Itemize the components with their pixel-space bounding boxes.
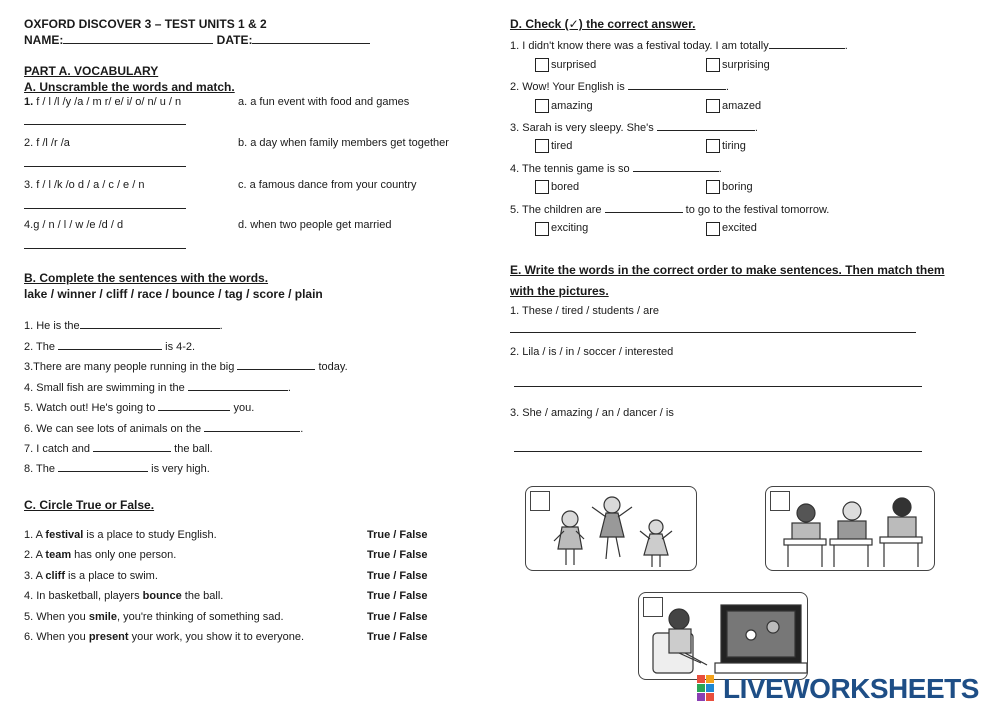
blank-4[interactable] <box>188 380 288 391</box>
checkbox-surprised[interactable] <box>535 58 549 72</box>
true-false-option-4[interactable]: True / False <box>367 590 428 602</box>
girl-watching-tv-drawing <box>639 593 808 680</box>
answer-line-4[interactable] <box>24 248 186 249</box>
check-question-1: 1. I didn't know there was a festival today. I am totally . <box>510 40 848 52</box>
tf-statement-2: 2. A team has only one person. <box>24 549 177 561</box>
true-false-option-2[interactable]: True / False <box>367 549 428 561</box>
checkbox-boring[interactable] <box>706 180 720 194</box>
scramble-item-1 <box>24 96 181 108</box>
option-label: bored <box>551 181 580 193</box>
complete-item-5: 5. Watch out! He's going to you. <box>24 402 255 414</box>
blank-7[interactable] <box>93 441 171 452</box>
option-label: boring <box>722 181 753 193</box>
scramble-item-2: 2. f /l /r /a <box>24 137 70 149</box>
checkbox-tiring[interactable] <box>706 139 720 153</box>
tf-statement-4: 4. In basketball, players bounce the ball. <box>24 590 224 602</box>
tf-statement-1: 1. A festival is a place to study English. <box>24 529 217 541</box>
word-bank: lake / winner / cliff / race / bounce / tag / score / plain <box>24 287 323 301</box>
section-a-title: A. Unscramble the words and match. <box>24 80 235 94</box>
checkbox-excited[interactable] <box>706 222 720 236</box>
dancing-girls-drawing <box>526 487 697 571</box>
sentence-line-3[interactable] <box>514 451 922 452</box>
blank-2[interactable] <box>58 339 162 350</box>
picture-girl-watching-soccer <box>638 592 808 680</box>
liveworksheets-logo <box>697 672 979 706</box>
checkbox-amazed[interactable] <box>706 99 720 113</box>
picture-dancing-girls <box>525 486 697 571</box>
checkbox-bored[interactable] <box>535 180 549 194</box>
option-label: surprising <box>722 59 770 71</box>
complete-item-7: 7. I catch and the ball. <box>24 443 213 455</box>
picture-number-box[interactable] <box>643 597 663 617</box>
sentence-line-1[interactable] <box>510 332 916 333</box>
answer-line-1[interactable] <box>24 124 186 125</box>
section-e-title: E. Write the words in the correct order to make sentences. Then match them <box>510 263 945 277</box>
blank-1[interactable] <box>80 318 220 329</box>
complete-item-8: 8. The is very high. <box>24 463 210 475</box>
option-label: amazed <box>722 100 762 112</box>
tf-statement-3: 3. A cliff is a place to swim. <box>24 570 158 582</box>
true-false-option-1[interactable]: True / False <box>367 529 428 541</box>
checkbox-exciting[interactable] <box>535 222 549 236</box>
date-field[interactable] <box>252 33 370 44</box>
worksheet-title: OXFORD DISCOVER 3 – TEST UNITS 1 & 2 <box>24 17 267 31</box>
true-false-option-6[interactable]: True / False <box>367 631 428 643</box>
answer-line-3[interactable] <box>24 208 186 209</box>
section-b-title: B. Complete the sentences with the words. <box>24 271 269 285</box>
order-prompt-2: 2. Lila / is / in / soccer / interested <box>510 346 674 358</box>
tf-statement-5: 5. When you smile, you're thinking of something sad. <box>24 611 284 623</box>
complete-item-6: 6. We can see lots of animals on the . <box>24 423 304 435</box>
definition-a: a. a fun event with food and games <box>238 96 410 108</box>
picture-number-box[interactable] <box>530 491 550 511</box>
part-a-title: PART A. VOCABULARY <box>24 64 159 78</box>
definition-c: c. a famous dance from your country <box>238 179 417 191</box>
order-prompt-3: 3. She / amazing / an / dancer / is <box>510 407 674 419</box>
order-prompt-1: 1. These / tired / students / are <box>510 305 659 317</box>
name-field[interactable] <box>63 33 213 44</box>
check-question-2: 2. Wow! Your English is . <box>510 81 729 93</box>
name-row <box>24 33 370 47</box>
scramble-item-4: 4.g / n / l / w /e /d / d <box>24 219 124 231</box>
option-label: amazing <box>551 100 593 112</box>
scramble-item-3: 3. f / l /k /o d / a / c / e / n <box>24 179 145 191</box>
blank-6[interactable] <box>204 421 300 432</box>
sentence-line-2[interactable] <box>514 386 922 387</box>
complete-item-4: 4. Small fish are swimming in the . <box>24 382 291 394</box>
option-label: excited <box>722 222 757 234</box>
complete-item-2: 2. The is 4-2. <box>24 341 196 353</box>
scramble-letters: f / l /l /y /a / m r/ e/ i/ o/ n/ u / n <box>36 96 182 108</box>
definition-d: d. when two people get married <box>238 219 392 231</box>
picture-number-box[interactable] <box>770 491 790 511</box>
answer-line-2[interactable] <box>24 166 186 167</box>
check-question-3: 3. Sarah is very sleepy. She's . <box>510 122 758 134</box>
option-label: tiring <box>722 140 746 152</box>
blank-3[interactable] <box>237 359 315 370</box>
true-false-option-3[interactable]: True / False <box>367 570 428 582</box>
item-number: 1. <box>24 96 34 108</box>
liveworksheets-logo-icon <box>697 675 723 703</box>
true-false-option-5[interactable]: True / False <box>367 611 428 623</box>
tf-statement-6: 6. When you present your work, you show it to everyone. <box>24 631 305 643</box>
check-question-5: 5. The children are to go to the festival tomorrow. <box>510 204 830 216</box>
section-d-title: D. Check (✓) the correct answer. <box>510 17 696 31</box>
section-c-title: C. Circle True or False. <box>24 498 155 512</box>
tired-students-drawing <box>766 487 935 571</box>
checkbox-amazing[interactable] <box>535 99 549 113</box>
option-label: surprised <box>551 59 597 71</box>
check-blank-1 <box>769 38 845 49</box>
checkbox-tired[interactable] <box>535 139 549 153</box>
date-label: DATE: <box>216 33 253 47</box>
section-e-title-2: with the pictures. <box>510 284 609 298</box>
picture-tired-students <box>765 486 935 571</box>
liveworksheets-logo-text: LIVEWORKSHEETS <box>723 673 979 704</box>
complete-item-3: 3.There are many people running in the big today. <box>24 361 348 373</box>
name-label: NAME: <box>24 33 64 47</box>
option-label: exciting <box>551 222 589 234</box>
checkbox-surprising[interactable] <box>706 58 720 72</box>
complete-item-1: 1. He is the . <box>24 320 223 332</box>
option-label: tired <box>551 140 573 152</box>
definition-b: b. a day when family members get together <box>238 137 449 149</box>
blank-8[interactable] <box>58 461 148 472</box>
check-question-4: 4. The tennis game is so . <box>510 163 722 175</box>
blank-5[interactable] <box>158 400 230 411</box>
